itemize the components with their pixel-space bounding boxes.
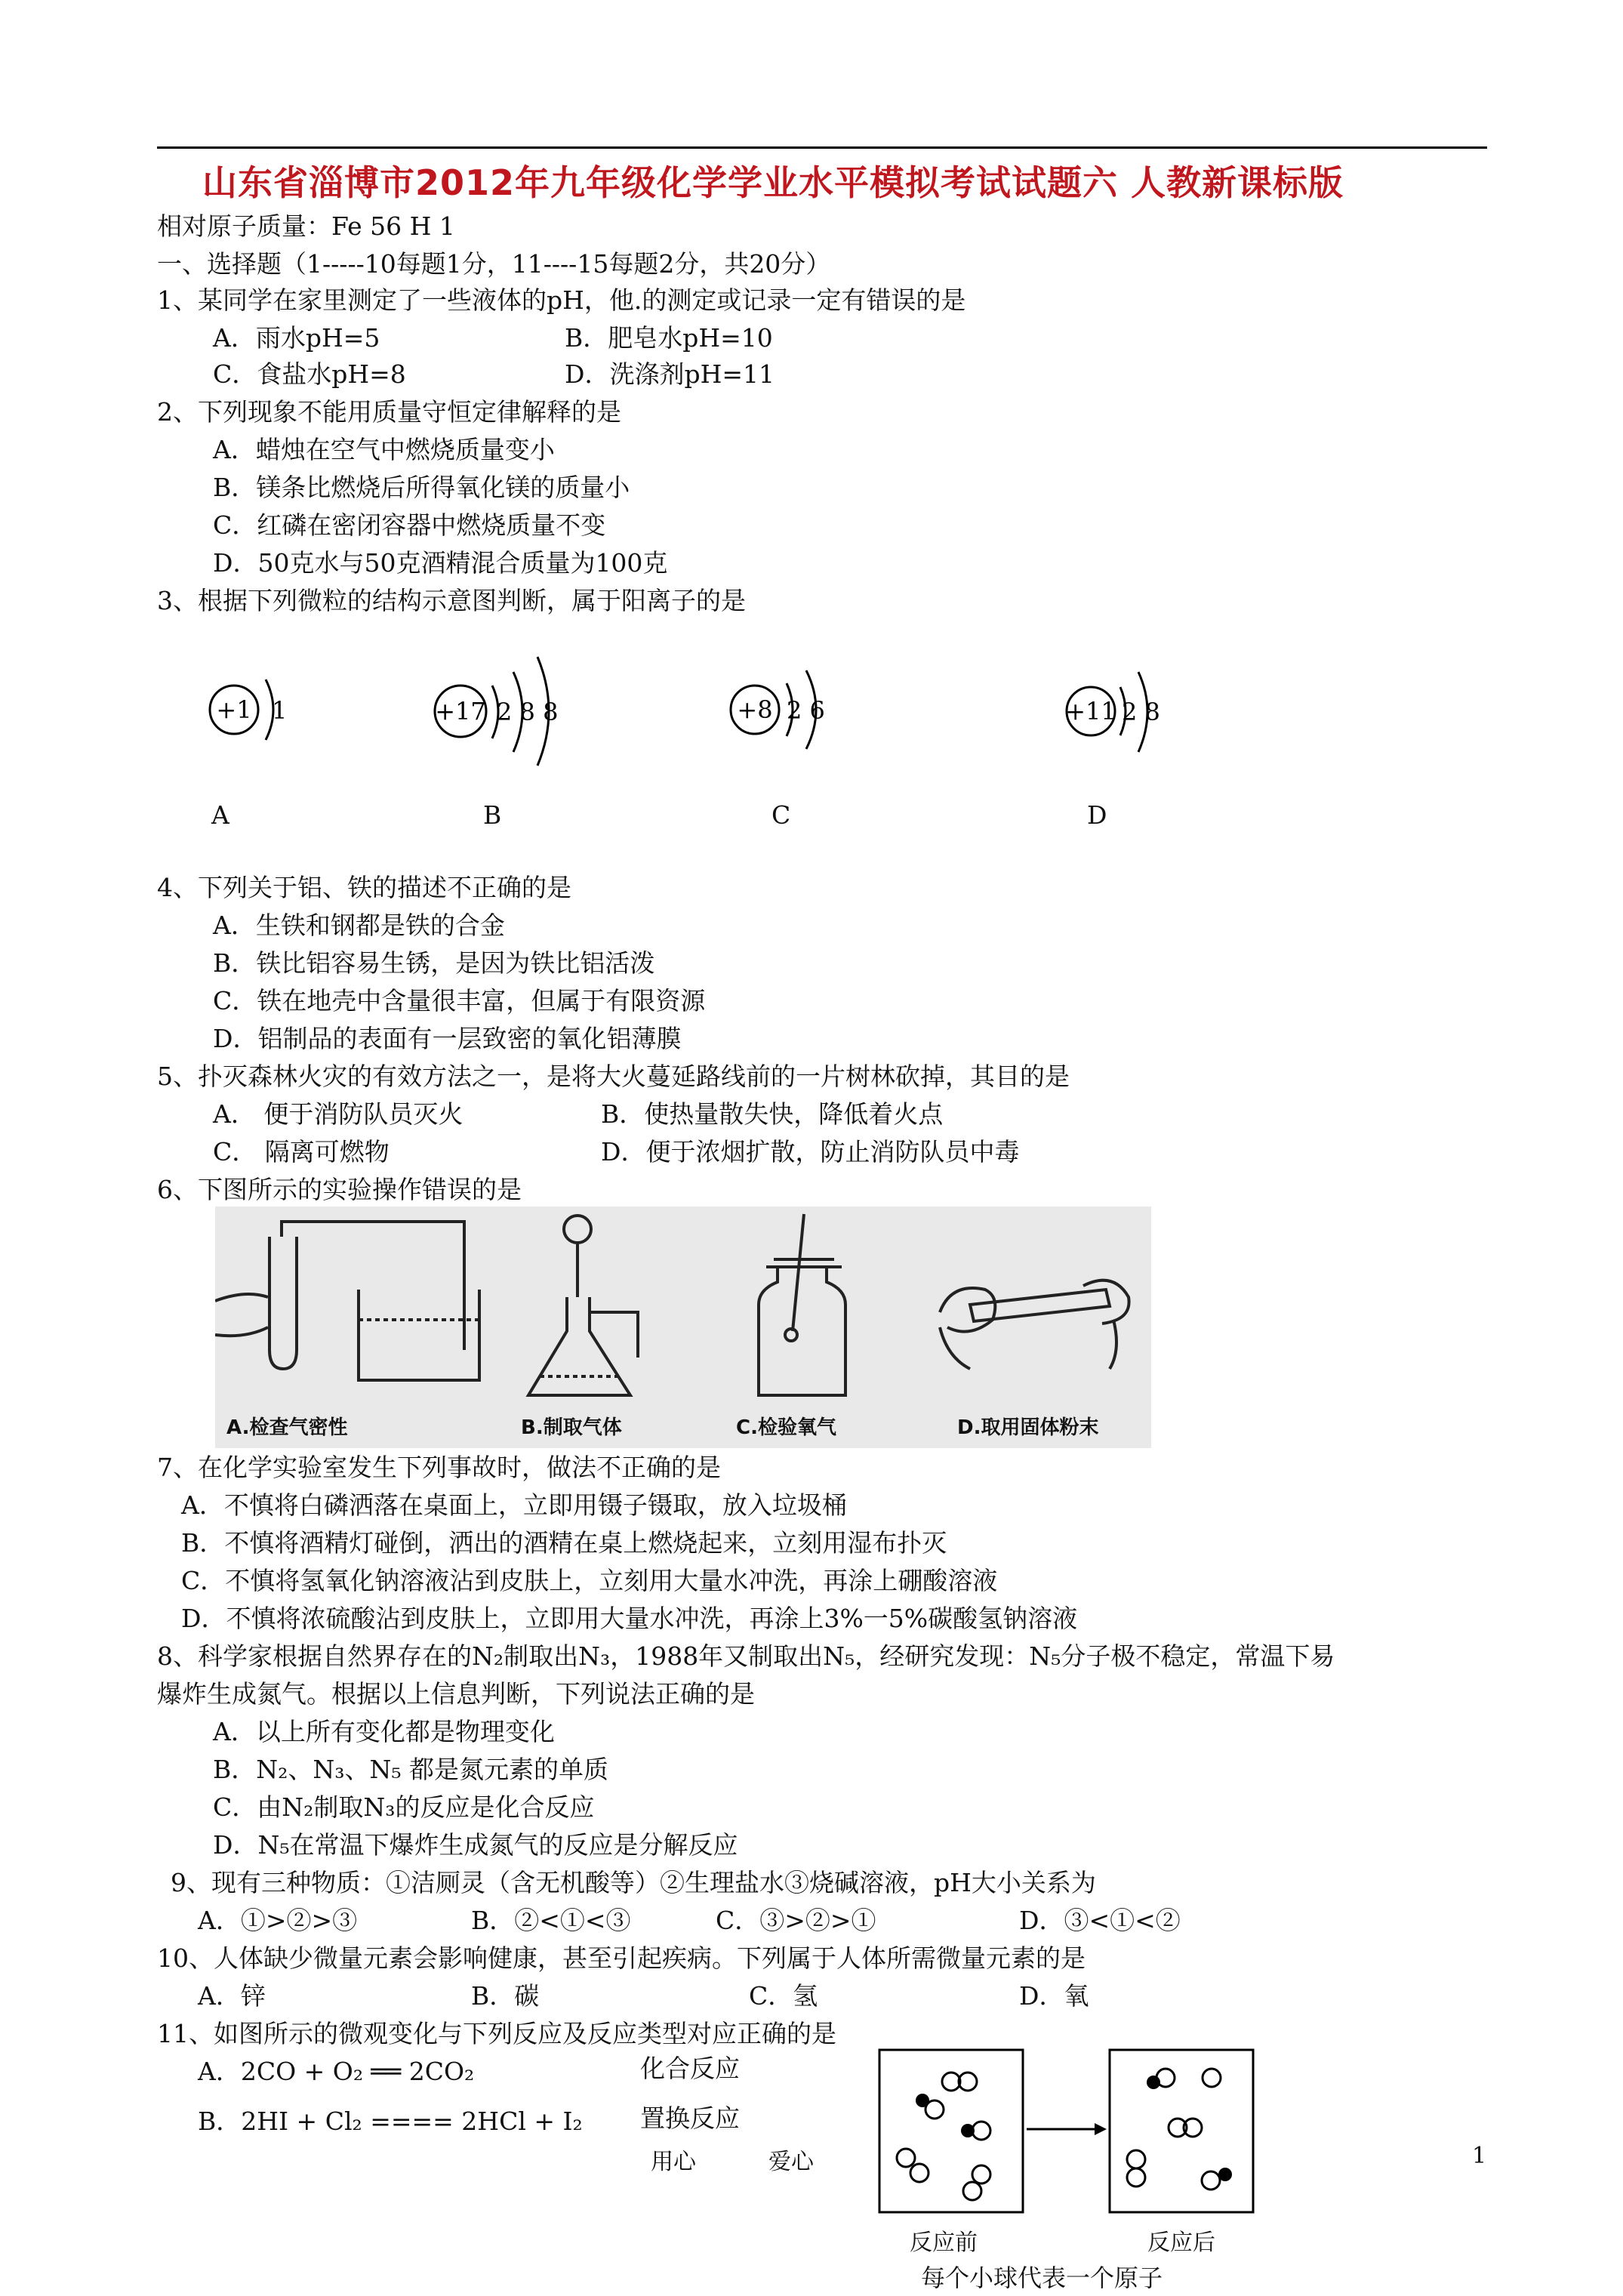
q10-option-b: B．碳 (471, 1981, 540, 2011)
q11-option-a-type: 化合反应 (640, 2054, 740, 2083)
q9-option-b: B．②<①<③ (471, 1906, 631, 1935)
q7-option-a: A．不慎将白磷洒落在桌面上，立即用镊子镊取，放入垃圾桶 (181, 1490, 847, 1520)
q5-option-a: A． 便于消防队员灭火 (213, 1099, 463, 1129)
nucleus-a: +1 (216, 695, 252, 724)
q11-option-b-type: 置换反应 (640, 2103, 740, 2133)
q4-option-b: B．铁比铝容易生锈，是因为铁比铝活泼 (213, 948, 655, 978)
q4-stem: 4、下列关于铝、铁的描述不正确的是 (157, 873, 571, 902)
q7-option-b: B．不慎将酒精灯碰倒，洒出的酒精在桌上燃烧起来，立刻用湿布扑灭 (181, 1528, 947, 1558)
q1-option-d: D．洗涤剂pH=11 (565, 359, 775, 389)
q3-label-a: A (211, 800, 229, 830)
q8-option-b: B．N₂、N₃、N₅ 都是氮元素的单质 (213, 1755, 609, 1784)
q5-option-c: C． 隔离可燃物 (213, 1137, 390, 1166)
shells-b: 2 8 8 (497, 698, 559, 726)
q5-option-d: D．便于浓烟扩散，防止消防队员中毒 (601, 1137, 1020, 1166)
q9-option-d: D．③<①<② (1019, 1906, 1181, 1935)
q3-label-c: C (771, 800, 791, 830)
nucleus-d: +11 (1065, 697, 1116, 726)
fig-label-d: D.取用固体粉末 (957, 1416, 1099, 1439)
shells-a: 1 (272, 696, 288, 725)
page-number: 1 (1472, 2143, 1487, 2169)
q1-stem: 1、某同学在家里测定了一些液体的pH，他.的测定或记录一定有错误的是 (157, 285, 966, 315)
q7-option-c: C．不慎将氢氧化钠溶液沾到皮肤上，立刻用大量水冲洗，再涂上硼酸溶液 (181, 1566, 998, 1595)
diagram-note: 每个小球代表一个原子 (921, 2264, 1163, 2292)
q2-option-b: B．镁条比燃烧后所得氧化镁的质量小 (213, 473, 630, 502)
nucleus-c: +8 (737, 695, 773, 724)
q1-option-c: C．食盐水pH=8 (213, 359, 406, 389)
q4-option-a: A．生铁和钢都是铁的合金 (213, 911, 505, 940)
fig-label-a: A.检查气密性 (226, 1416, 348, 1439)
q3-label-b: B (483, 800, 502, 830)
q2-stem: 2、下列现象不能用质量守恒定律解释的是 (157, 397, 621, 427)
atom-diagram-c (731, 670, 825, 749)
q1-option-a: A．雨水pH=5 (213, 323, 380, 353)
q8-option-c: C．由N₂制取N₃的反应是化合反应 (213, 1792, 595, 1822)
q11-stem: 11、如图所示的微观变化与下列反应及反应类型对应正确的是 (157, 2019, 836, 2048)
fig-label-b: B.制取气体 (521, 1416, 622, 1439)
section-heading: 一、选择题（1-----10每题1分，11----15每题2分，共20分） (157, 249, 831, 279)
atom-structure-diagrams (196, 642, 1253, 778)
q1-option-b: B．肥皂水pH=10 (565, 323, 773, 353)
q7-stem: 7、在化学实验室发生下列事故时，做法不正确的是 (157, 1453, 721, 1482)
q10-option-d: D．氧 (1019, 1981, 1089, 2011)
reaction-micro-diagram (876, 2046, 1268, 2220)
before-reaction-box (879, 2050, 1023, 2212)
nucleus-b: +17 (435, 697, 486, 726)
footer-left: 用心 (651, 2149, 696, 2175)
q10-stem: 10、人体缺少微量元素会影响健康，甚至引起疾病。下列属于人体所需微量元素的是 (157, 1943, 1086, 1973)
q9-option-a: A．①>②>③ (198, 1906, 358, 1935)
after-reaction-box (1110, 2050, 1253, 2212)
after-label: 反应后 (1147, 2230, 1215, 2256)
q10-option-c: C．氢 (749, 1981, 818, 2011)
q2-option-d: D．50克水与50克酒精混合质量为100克 (213, 548, 668, 578)
q2-option-c: C．红磷在密闭容器中燃烧质量不变 (213, 510, 606, 540)
atom-diagram-b (435, 657, 558, 766)
shells-d: 2 8 (1122, 698, 1160, 726)
q6-stem: 6、下图所示的实验操作错误的是 (157, 1175, 522, 1204)
q9-stem: 9、现有三种物质：①洁厕灵（含无机酸等）②生理盐水③烧碱溶液，pH大小关系为 (171, 1868, 1096, 1897)
q5-stem: 5、扑灭森林火灾的有效方法之一，是将大火蔓延路线前的一片树林砍掉，其目的是 (157, 1062, 1070, 1091)
q7-option-d: D．不慎将浓硫酸沾到皮肤上，立即用大量水冲洗，再涂上3%一5%碳酸氢钠溶液 (181, 1604, 1078, 1633)
page-title: 山东省淄博市2012年九年级化学学业水平模拟考试试题六 人教新课标版 (202, 162, 1344, 203)
atomic-mass: 相对原子质量：Fe 56 H 1 (157, 211, 455, 241)
fig-label-c: C.检验氧气 (736, 1416, 836, 1439)
q3-stem: 3、根据下列微粒的结构示意图判断，属于阳离子的是 (157, 586, 746, 615)
atom-diagram-a (210, 680, 287, 740)
q4-option-c: C．铁在地壳中含量很丰富，但属于有限资源 (213, 986, 706, 1015)
before-label: 反应前 (910, 2230, 978, 2256)
reaction-arrow (1027, 2123, 1107, 2135)
footer-middle: 爱心 (768, 2149, 814, 2175)
shells-c: 2 6 (787, 696, 825, 725)
q2-option-a: A．蜡烛在空气中燃烧质量变小 (213, 435, 555, 464)
q3-label-d: D (1087, 800, 1107, 830)
q9-option-c: C．③>②>① (716, 1906, 876, 1935)
q8-stem-line1: 8、科学家根据自然界存在的N₂制取出N₃，1988年又制取出N₅，经研究发现：N₅分子极不稳定，常温下易 (157, 1641, 1335, 1671)
q11-option-a-equation: A．2CO + O₂ ══ 2CO₂ (198, 2057, 475, 2086)
q4-option-d: D．铝制品的表面有一层致密的氧化铝薄膜 (213, 1024, 682, 1053)
q5-option-b: B．使热量散失快，降低着火点 (601, 1099, 944, 1129)
q8-option-d: D．N₅在常温下爆炸生成氮气的反应是分解反应 (213, 1830, 738, 1860)
q11-option-b-equation: B．2HI + Cl₂ ==== 2HCl + I₂ (198, 2106, 583, 2136)
q8-option-a: A．以上所有变化都是物理变化 (213, 1717, 555, 1746)
atom-diagram-d (1065, 672, 1160, 752)
q10-option-a: A．锌 (198, 1981, 266, 2011)
q8-stem-line2: 爆炸生成氮气。根据以上信息判断，下列说法正确的是 (157, 1679, 755, 1709)
header-rule (157, 146, 1487, 149)
